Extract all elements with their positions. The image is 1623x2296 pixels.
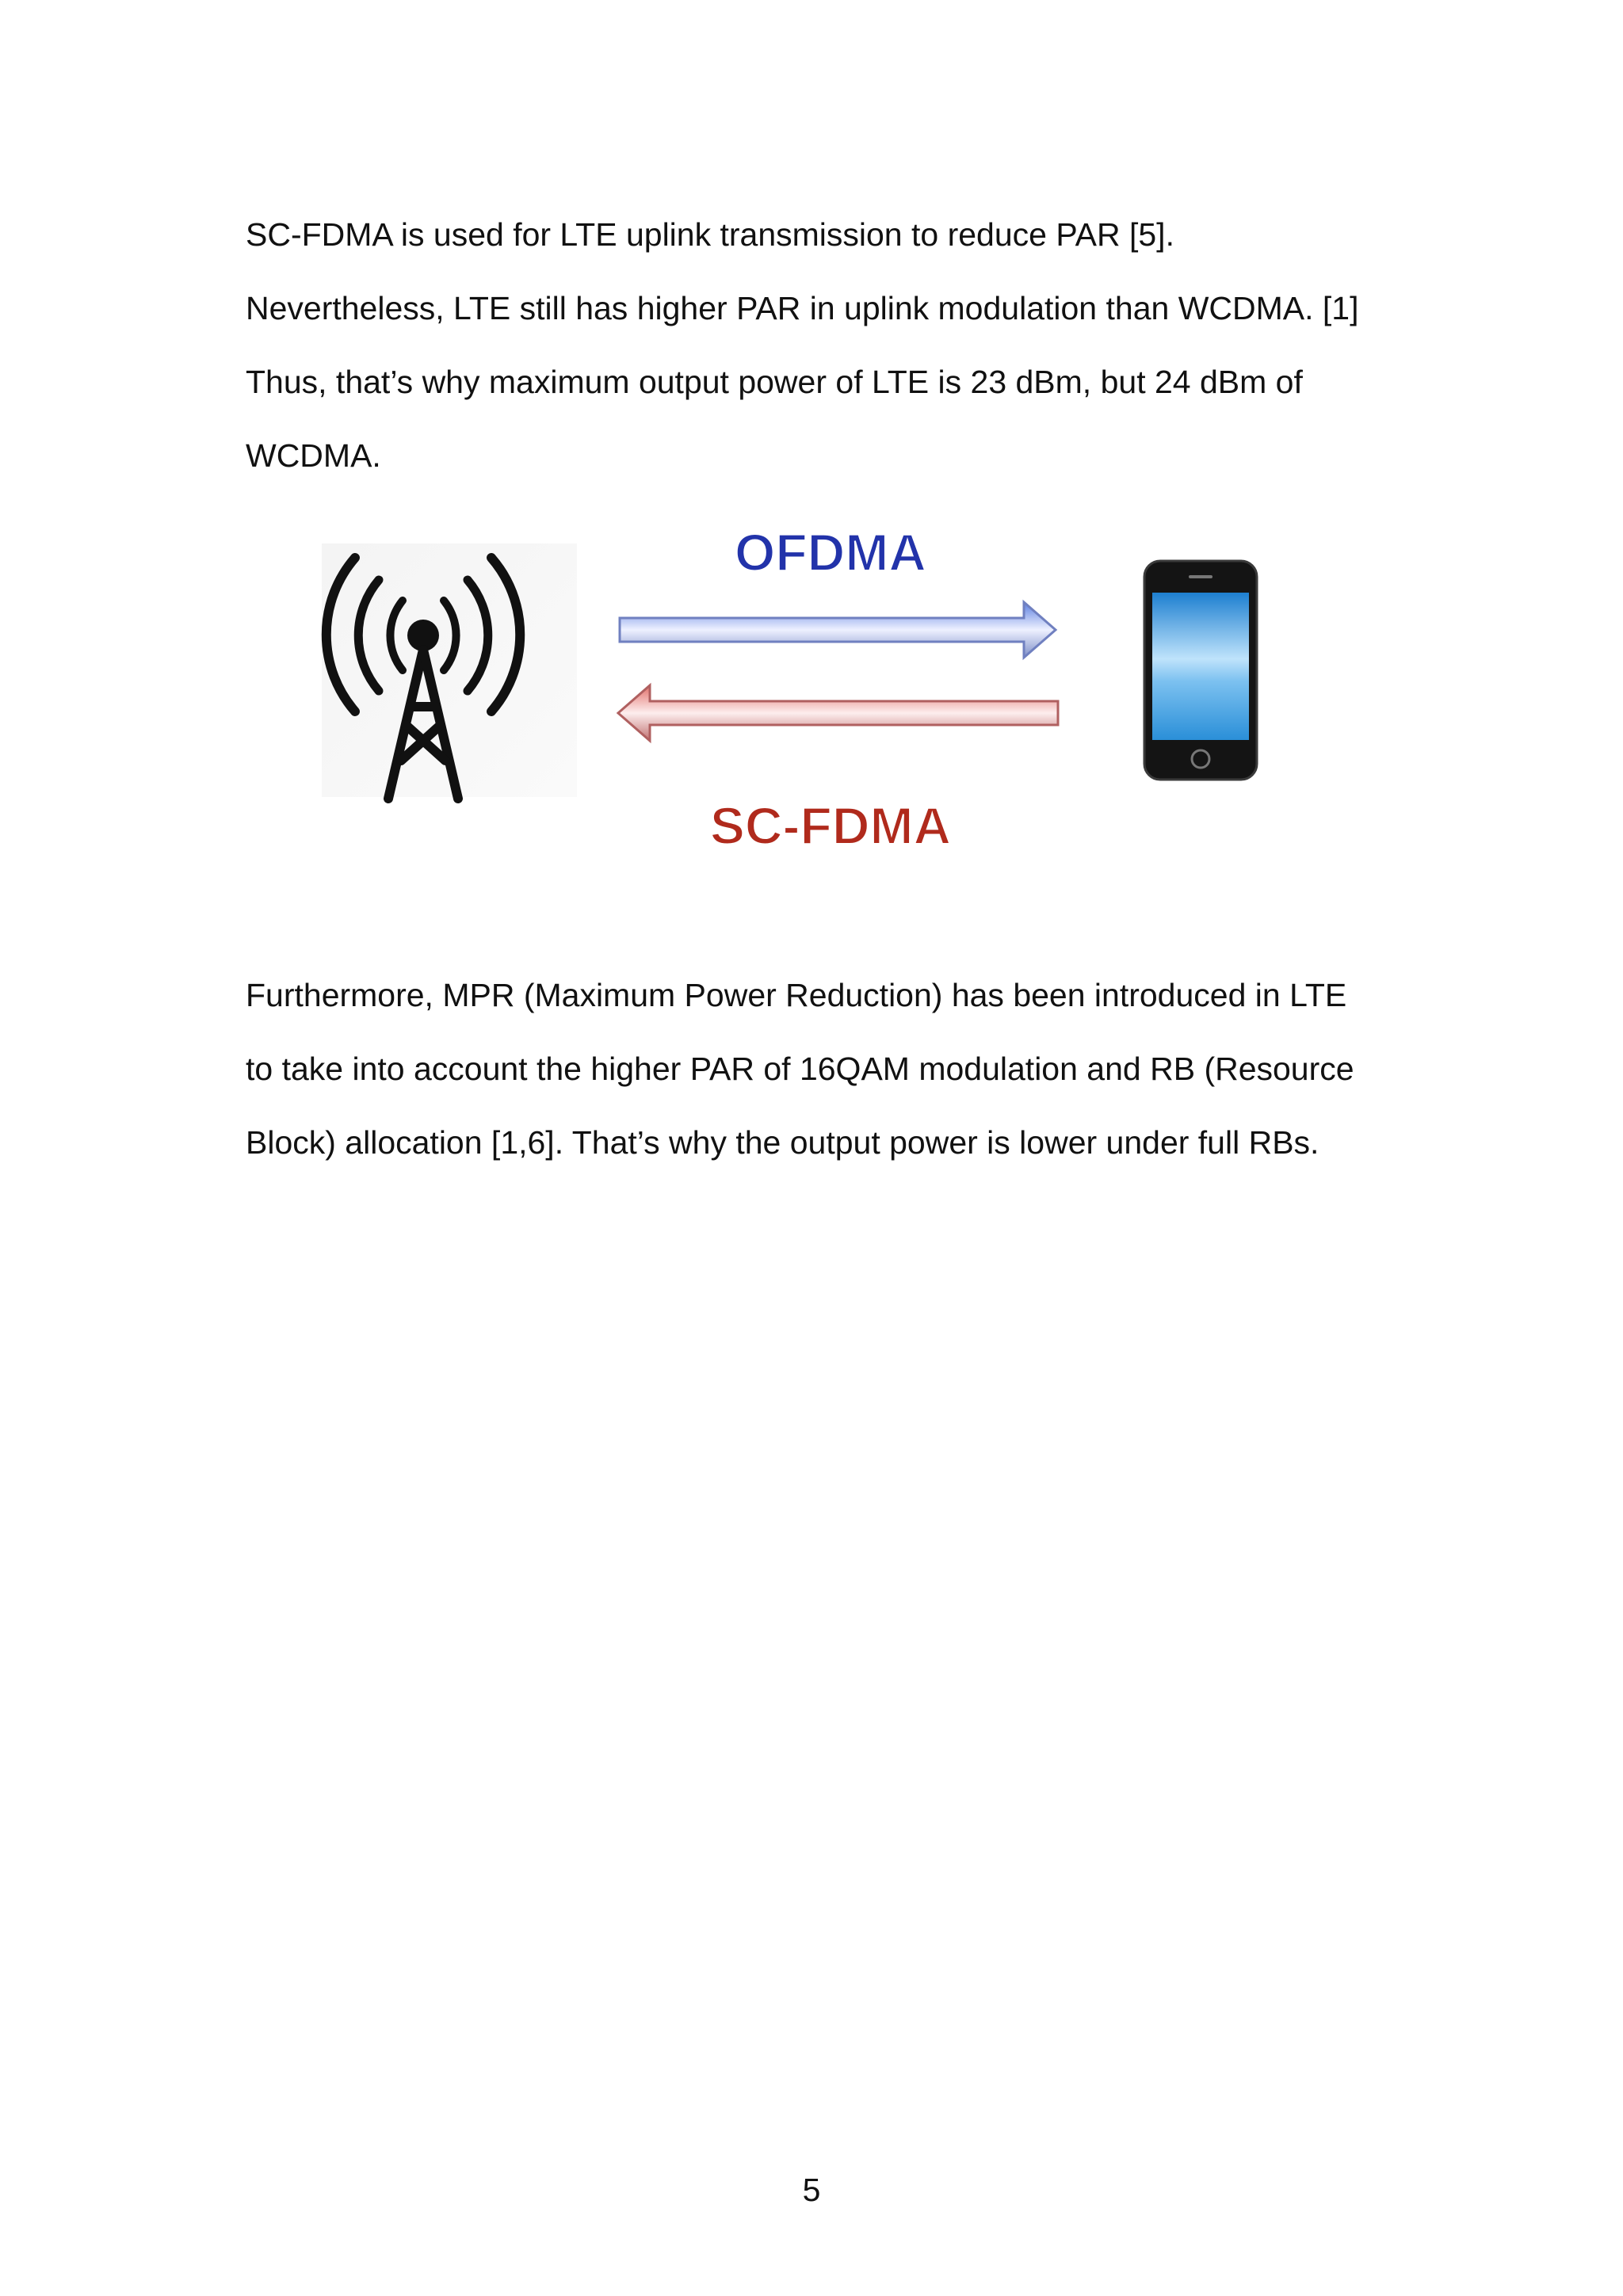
uplink-arrow xyxy=(618,685,1058,741)
sc-fdma-label: SC-FDMA xyxy=(709,796,952,855)
ofdma-label: OFDMA xyxy=(735,523,926,582)
page-number: 5 xyxy=(802,2172,821,2208)
paragraph-1-line-2: Nevertheless, LTE still has higher PAR in uplink modulation than WCDMA. [1] xyxy=(246,290,1359,326)
cell-tower-icon xyxy=(322,543,577,799)
paragraph-2-line-2: to take into account the higher PAR of 16QAM modulation and RB (Resource xyxy=(246,1051,1354,1087)
smartphone-icon xyxy=(1144,561,1257,780)
paragraph-1-line-1: SC-FDMA is used for LTE uplink transmission to reduce PAR [5]. xyxy=(246,216,1174,253)
paragraph-1-line-4: WCDMA. xyxy=(246,437,381,474)
downlink-arrow xyxy=(620,602,1056,658)
paragraph-1-line-3: Thus, that’s why maximum output power of LTE is 23 dBm, but 24 dBm of xyxy=(246,364,1303,400)
paragraph-2-line-3: Block) allocation [1,6]. That’s why the output power is lower under full RBs. xyxy=(246,1124,1319,1161)
paragraph-2-line-1: Furthermore, MPR (Maximum Power Reduction) has been introduced in LTE xyxy=(246,977,1347,1013)
ofdma-scfdma-figure xyxy=(317,523,1316,871)
